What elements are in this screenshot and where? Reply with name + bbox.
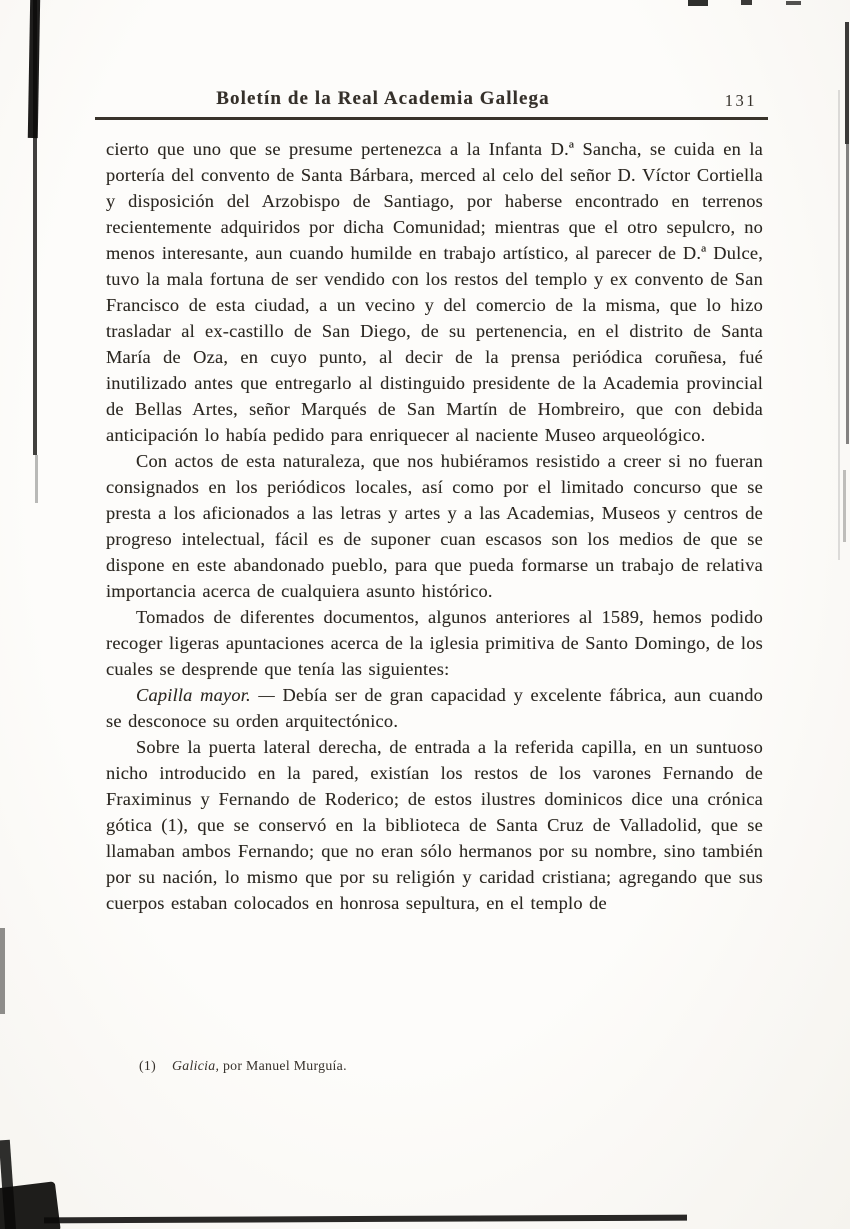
body-paragraph: Con actos de esta naturaleza, que nos hubiéramos resistido a creer si no fueran consignados en los periódicos locales, así como por el limitado concurso que se presta a los aficionados a las letras y artes y a las Academias, Museos y centros de progreso intelectual, fácil es de suponer cuan escasos son los medios de que se dispone en este abandonado pueblo, para que pueda formarse un trabajo de relativa importancia acerca de cualquiera asunto histórico.	[106, 451, 763, 601]
header-rule	[95, 117, 768, 120]
scan-artifact	[0, 1181, 61, 1229]
page-header	[95, 88, 767, 116]
journal-title: Boletín de la Real Academia Gallega	[216, 88, 550, 109]
body-paragraph: Tomados de diferentes documentos, algunos anteriores al 1589, hemos podido recoger ligeras apuntaciones acerca de la iglesia primitiva de Santo Domingo, de los cuales se desprende que tenía las siguientes:	[106, 607, 763, 679]
body-paragraph: Sobre la puerta lateral derecha, de entrada a la referida capilla, en un suntuoso nicho introducido en la pared, existían los restos de los varones Fernando de Fraximinus y Fernando de Roderico; de estos ilustres dominicos dice una crónica gótica (1), que se conservó en la biblioteca de Santa Cruz de Valladolid, que se llamaban ambos Fernando; que no eran sólo hermanos por su nombre, sino también por su nación, lo mismo que por su religión y caridad cristiana; agregando que sus cuerpos estaban colocados en honrosa sepultura, en el templo de	[106, 737, 763, 913]
scan-artifact	[28, 0, 40, 138]
footnote-rest: por Manuel Murguía.	[219, 1058, 347, 1073]
page-number: 131	[724, 91, 757, 110]
body-paragraph	[106, 682, 763, 734]
scan-artifact	[843, 470, 846, 542]
footnote	[139, 1058, 347, 1074]
scan-artifact	[33, 0, 37, 455]
body-text	[106, 136, 763, 916]
scan-artifact	[0, 1140, 16, 1229]
scan-artifact	[741, 0, 752, 5]
scan-artifact	[0, 928, 5, 1014]
scan-artifact	[838, 90, 840, 560]
scan-artifact	[688, 0, 708, 6]
footnote-work-title: Galicia,	[172, 1058, 220, 1073]
scan-artifact	[786, 1, 801, 5]
footnote-text	[172, 1058, 347, 1073]
scan-artifact	[846, 144, 849, 444]
scan-artifact	[845, 22, 849, 144]
scan-artifact	[35, 455, 38, 503]
footnote-marker: (1)	[139, 1058, 156, 1073]
paragraph-lead-italic: Capilla mayor. —	[136, 685, 283, 705]
scan-artifact	[44, 1215, 687, 1224]
paragraph-text: Debía ser de gran capacidad y excelente fábrica, aun cuando se desconoce su orden arquitectónico.	[106, 685, 764, 731]
body-paragraph: cierto que uno que se presume pertenezca a la Infanta D.ª Sancha, se cuida en la portería del convento de Santa Bárbara, merced al celo del señor D. Víctor Cortiella y disposición del Arzobispo de Santiago, por haberse encontrado en terrenos recientemente adquiridos por dicha Comunidad; mientras que el otro sepulcro, no menos interesante, aun cuando humilde en trabajo artístico, al parecer de D.ª Dulce, tuvo la mala fortuna de ser vendido con los restos del templo y ex convento de San Francisco de esta ciudad, a un vecino y del comercio de la misma, que lo hizo trasladar al ex-castillo de San Diego, de su pertenencia, en el distrito de Santa María de Oza, en cuyo punto, al decir de la prensa periódica coruñesa, fué inutilizado antes que entregarlo al distinguido presidente de la Academia provincial de Bellas Artes, señor Marqués de San Martín de Hombreiro, que con debida anticipación lo había pedido para enriquecer al naciente Museo arqueológico.	[106, 139, 763, 445]
